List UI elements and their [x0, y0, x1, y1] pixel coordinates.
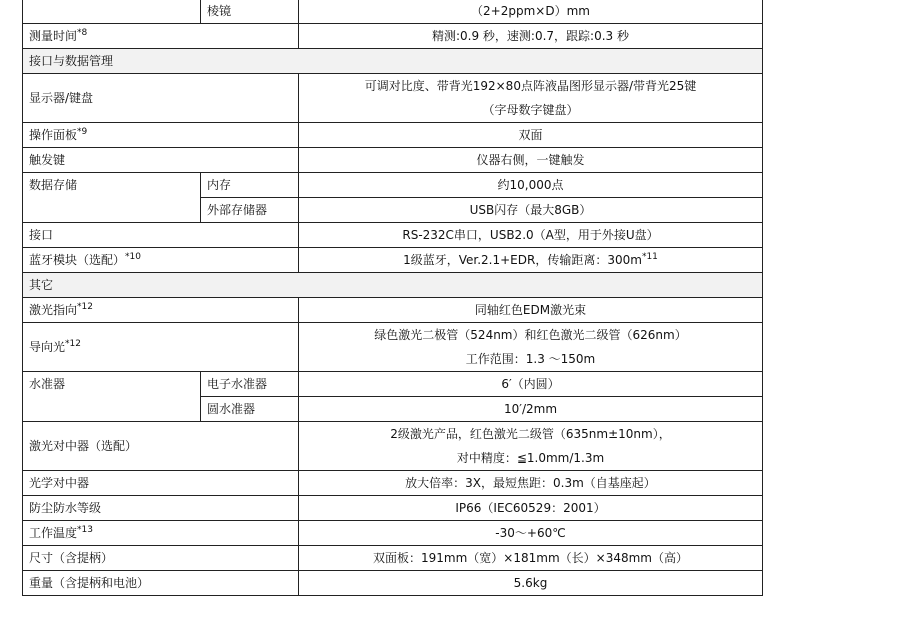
row-label-text: 激光对中器（选配） [29, 439, 138, 453]
spec-row [23, 372, 763, 397]
footnote-marker: *13 [77, 525, 93, 535]
row-sublabel: 外部存储器 [201, 198, 299, 223]
section-title: 其它 [23, 273, 763, 298]
spec-row [23, 223, 763, 248]
row-value [299, 0, 763, 24]
row-value-line: 5.6kg [513, 576, 548, 590]
spec-row [23, 0, 763, 24]
footnote-marker: *8 [77, 28, 88, 38]
section-title: 接口与数据管理 [23, 49, 763, 74]
row-value [299, 298, 763, 323]
row-label [23, 123, 299, 148]
footnote-marker: *12 [65, 339, 81, 349]
section-header [23, 273, 763, 298]
row-label [23, 471, 299, 496]
row-sublabel: 内存 [201, 173, 299, 198]
spec-row [23, 173, 763, 198]
spec-table [22, 0, 763, 596]
row-value [299, 248, 763, 273]
row-label-text: 蓝牙模块（选配） [29, 253, 126, 267]
row-value-line: 仪器右侧，一键触发 [476, 153, 585, 167]
row-sublabel: 电子水准器 [201, 372, 299, 397]
row-label [23, 248, 299, 273]
row-label [23, 521, 299, 546]
row-value-line: -30～+60℃ [495, 526, 566, 540]
row-label [23, 24, 299, 49]
row-value: 6′（内圆） [299, 372, 763, 397]
row-label [23, 298, 299, 323]
row-value-line: 放大倍率：3X，最短焦距：0.3m（自基座起） [405, 476, 656, 490]
row-label [23, 496, 299, 521]
spec-row [23, 521, 763, 546]
row-label-text: 触发键 [29, 153, 66, 167]
row-value [299, 422, 763, 471]
row-value [299, 123, 763, 148]
spec-row [23, 298, 763, 323]
footnote-marker: *9 [77, 127, 88, 137]
spec-row [23, 148, 763, 173]
row-label-text: 数据存储 [29, 178, 78, 192]
row-label-text: 导向光 [29, 340, 66, 354]
row-label [23, 0, 201, 24]
spec-row [23, 571, 763, 596]
row-value [299, 223, 763, 248]
row-label [23, 546, 299, 571]
row-value [299, 571, 763, 596]
spec-row [23, 123, 763, 148]
row-value [299, 521, 763, 546]
row-label [23, 571, 299, 596]
row-label-text: 接口 [29, 228, 54, 242]
row-label-text: 操作面板 [29, 128, 78, 142]
row-value-line: 对中精度：≦1.0mm/1.3m [456, 451, 605, 465]
row-label [23, 74, 299, 123]
row-label-text: 显示器/键盘 [29, 91, 94, 105]
spec-row [23, 422, 763, 471]
row-label [23, 223, 299, 248]
row-label [23, 173, 201, 223]
row-label-text: 工作温度 [29, 526, 78, 540]
row-value-line: （2+2ppm×D）mm [471, 4, 590, 18]
row-value-line: 工作范围：1.3 ～150m [465, 352, 596, 366]
row-value-line: RS-232C串口，USB2.0（A型，用于外接U盘） [402, 228, 659, 242]
row-value [299, 496, 763, 521]
row-label [23, 323, 299, 372]
row-value [299, 24, 763, 49]
row-label [23, 422, 299, 471]
row-label-text: 尺寸（含提柄） [29, 551, 114, 565]
spec-row [23, 74, 763, 123]
row-value: USB闪存（最大8GB） [299, 198, 763, 223]
spec-table-body [23, 0, 763, 596]
row-value [299, 74, 763, 123]
row-value: 10′/2mm [299, 397, 763, 422]
row-value-line: 双面 [518, 128, 543, 142]
row-label-text: 光学对中器 [29, 476, 90, 490]
footnote-marker: *10 [125, 252, 141, 262]
spec-row [23, 496, 763, 521]
row-value-line: 可调对比度、带背光192×80点阵液晶图形显示器/带背光25键 [364, 79, 697, 93]
row-value [299, 323, 763, 372]
row-label-text: 激光指向 [29, 303, 78, 317]
footnote-marker: *12 [77, 302, 93, 312]
row-value [299, 148, 763, 173]
row-label-text: 水准器 [29, 377, 66, 391]
row-label-text: 重量（含提柄和电池） [29, 576, 150, 590]
spec-row [23, 471, 763, 496]
footnote-marker: *11 [641, 252, 658, 262]
row-value-line: 2级激光产品，红色激光二级管（635nm±10nm）， [390, 427, 671, 441]
row-value-line: （字母数字键盘） [482, 103, 579, 117]
spec-row [23, 24, 763, 49]
row-value-line: 同轴红色EDM激光束 [474, 303, 587, 317]
row-value-line: 1级蓝牙，Ver.2.1+EDR，传输距离：300m [403, 253, 642, 267]
row-sublabel: 圆水准器 [201, 397, 299, 422]
spec-row [23, 248, 763, 273]
row-value: 约10,000点 [299, 173, 763, 198]
row-value [299, 546, 763, 571]
row-value-line-wrap [305, 248, 756, 272]
section-header [23, 49, 763, 74]
spec-row [23, 323, 763, 372]
row-label-text: 测量时间 [29, 29, 78, 43]
row-label-text: 防尘防水等级 [29, 501, 102, 515]
spec-row [23, 546, 763, 571]
row-value-line: 双面板：191mm（宽）×181mm（长）×348mm（高） [373, 551, 688, 565]
row-label [23, 148, 299, 173]
row-value-line: 绿色激光二极管（524nm）和红色激光二级管（626nm） [374, 328, 687, 342]
row-label [23, 372, 201, 422]
row-value-line: IP66（IEC60529：2001） [455, 501, 606, 515]
row-value-line: 精测:0.9 秒，速测:0.7，跟踪:0.3 秒 [431, 29, 629, 43]
row-sublabel: 棱镜 [201, 0, 299, 24]
row-value [299, 471, 763, 496]
